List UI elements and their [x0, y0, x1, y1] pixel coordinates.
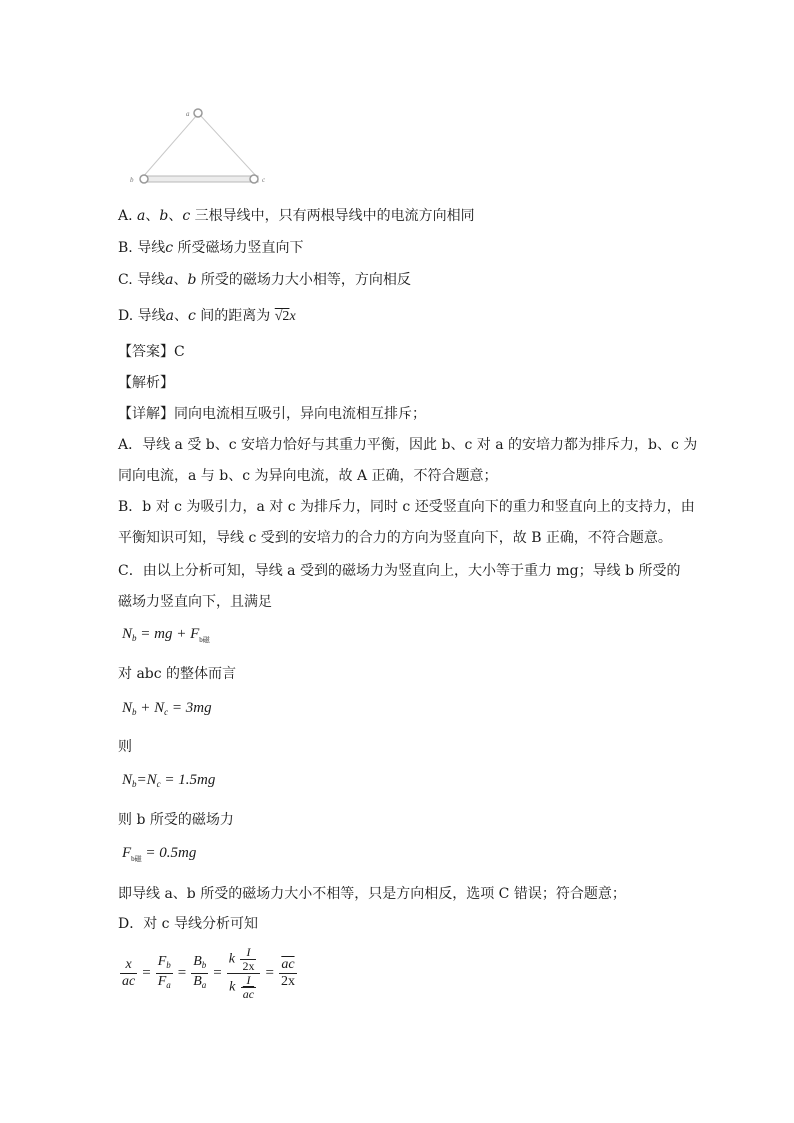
detail-c-line-1: C．由以上分析可知，导线 a 受到的磁场力为竖直向上，大小等于重力 mg；导线 b 所受的	[118, 563, 681, 579]
equation-5: $\frac{x}{ac}$ = $\frac{F_b}{F_a}$ = $\frac{B_b}{B_a}$ = k $\frac{I}{2x}$ k $\frac{I}{ac}$ = $\frac{\overline{ac}}{2x}$	[122, 945, 295, 1001]
wire-triangle-diagram	[120, 100, 280, 200]
analysis-label: 【解析】	[118, 375, 174, 391]
option-a: A. a、b、c 三根导线中，只有两根导线中的电流方向相同	[118, 208, 475, 224]
fraction-ac-over-2x: $\frac{\overline{ac}}{2x}$	[280, 957, 295, 989]
fraction-field-ratio: $\frac{B_b}{B_a}$	[193, 954, 207, 990]
option-b: B. 导线c 所受磁场力竖直向下	[118, 240, 304, 256]
wire-b-icon	[140, 175, 148, 183]
option-c: C. 导线a、b 所受的磁场力大小相等，方向相反	[118, 272, 411, 288]
label-a: a	[186, 110, 190, 118]
detail-c-line-2: 磁场力竖直向下，且满足	[118, 594, 272, 610]
conclusion-line: 即导线 a、b 所受的磁场力大小不相等，只是方向相反，选项 C 错误；符合题意；	[118, 886, 626, 902]
fraction-x-over-ac: $\frac{x}{ac}$	[122, 957, 136, 989]
ground-surface	[142, 176, 258, 182]
triangle-right-side	[200, 115, 258, 178]
triangle-left-side	[142, 115, 197, 178]
detail-a-line-1: A．导线 a 受 b、c 安培力恰好与其重力平衡，因此 b、c 对 a 的安培力都为排斥力，b、c 为	[118, 437, 698, 453]
detail-a-line-2: 同向电流，a 与 b、c 为异向电流，故 A 正确，不符合题意；	[118, 468, 498, 484]
detail-d-line: D．对 c 导线分析可知	[118, 916, 258, 932]
then-line-1: 则	[118, 739, 132, 755]
detail-b-line-1: B．b 对 c 为吸引力，a 对 c 为排斥力，同时 c 还受竖直向下的重力和竖直向上的支持力，由	[118, 499, 695, 515]
detail-intro: 【详解】同向电流相互吸引，异向电流相互排斥；	[118, 406, 426, 422]
equation-1: $N_b$ = mg + $F_{b磁}$	[122, 626, 210, 644]
option-d: D. 导线a、c 间的距离为 √2x	[118, 308, 296, 324]
fraction-kI-ratio: k $\frac{I}{2x}$ k $\frac{I}{ac}$	[227, 946, 261, 1001]
fraction-force-ratio: $\frac{F_b}{F_a}$	[157, 954, 171, 990]
equation-4: $F_{b磁} = 0.5mg$	[122, 845, 197, 863]
label-b: b	[130, 176, 134, 184]
detail-b-line-2: 平衡知识可知，导线 c 受到的安培力的合力的方向为竖直向下，故 B 正确，不符合题意。	[118, 530, 672, 546]
wire-c-icon	[250, 175, 258, 183]
label-c: c	[262, 176, 266, 184]
wire-a-icon	[194, 109, 202, 117]
equation-2: $N_b + N_c = 3mg$	[122, 700, 212, 717]
equation-3: $N_b=N_c = 1.5mg$	[122, 772, 216, 789]
answer-line: 【答案】C	[118, 344, 185, 360]
whole-system-line: 对 abc 的整体而言	[118, 666, 237, 682]
then-line-2: 则 b 所受的磁场力	[118, 812, 234, 828]
